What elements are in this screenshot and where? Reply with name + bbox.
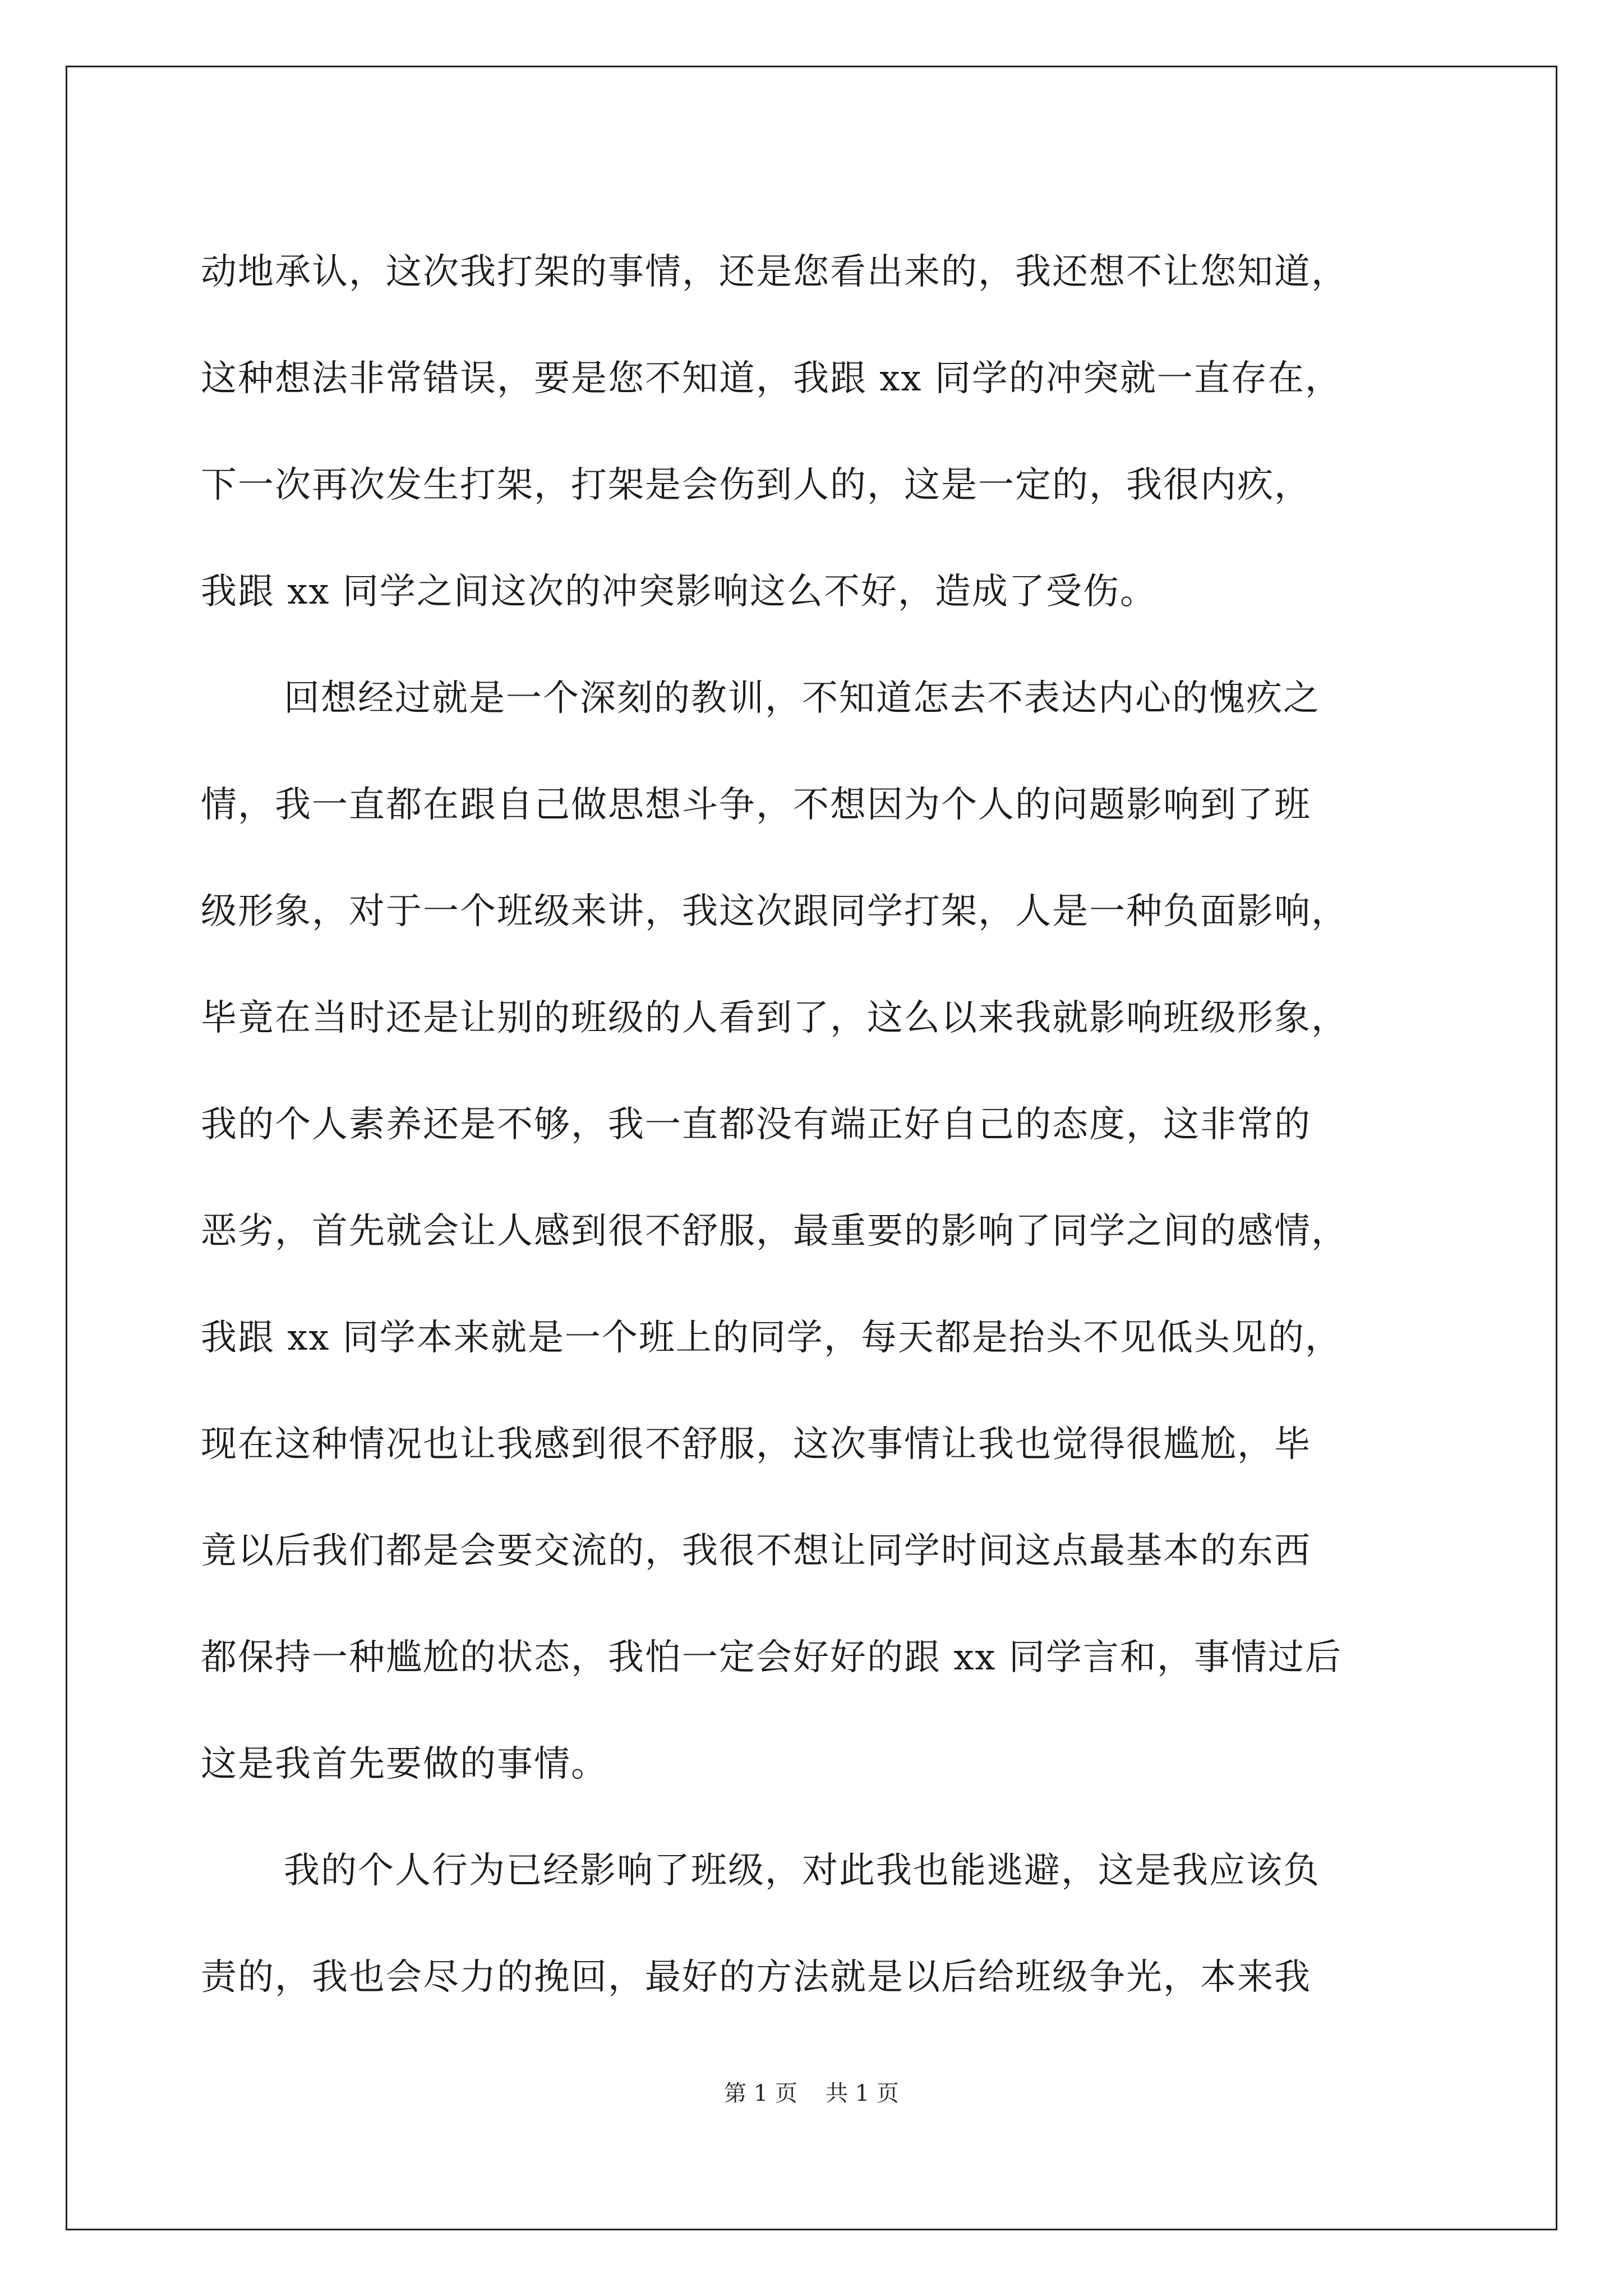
text-line: 下一次再次发生打架，打架是会伤到人的，这是一定的，我很内疚， (201, 464, 1311, 506)
page-number: 第 1 页 (724, 2081, 797, 2106)
paragraph-first-line: 我的个人行为已经影响了班级，对此我也能逃避，这是我应该负 (284, 1850, 1320, 1892)
text-line: 我跟 xx 同学本来就是一个班上的同学，每天都是抬头不见低头见的， (201, 1317, 1342, 1359)
page-total: 共 1 页 (826, 2081, 899, 2106)
text-line: 恶劣，首先就会让人感到很不舒服，最重要的影响了同学之间的感情， (201, 1211, 1348, 1252)
text-line: 情，我一直都在跟自己做思想斗争，不想因为个人的问题影响到了班 (201, 784, 1311, 826)
document-body (201, 219, 1435, 2031)
text-line: 这是我首先要做的事情。 (201, 1743, 608, 1785)
text-line: 我的个人素养还是不够，我一直都没有端正好自己的态度，这非常的 (201, 1104, 1311, 1145)
page-footer (0, 2076, 1623, 2108)
text-line: 动地承认，这次我打架的事情，还是您看出来的，我还想不让您知道， (201, 251, 1348, 293)
text-line: 这种想法非常错误，要是您不知道，我跟 xx 同学的冲突就一直存在， (201, 358, 1342, 399)
text-line: 责的，我也会尽力的挽回，最好的方法就是以后给班级争光，本来我 (201, 1957, 1311, 1998)
paragraph-first-line: 回想经过就是一个深刻的教训，不知道怎去不表达内心的愧疚之 (284, 678, 1320, 719)
text-line: 都保持一种尴尬的状态，我怕一定会好好的跟 xx 同学言和，事情过后 (201, 1637, 1342, 1678)
text-line: 我跟 xx 同学之间这次的冲突影响这么不好，造成了受伤。 (201, 571, 1157, 613)
text-line: 毕竟在当时还是让别的班级的人看到了，这么以来我就影响班级形象， (201, 997, 1348, 1039)
text-line: 竟以后我们都是会要交流的，我很不想让同学时间这点最基本的东西 (201, 1530, 1311, 1572)
text-line: 现在这种情况也让我感到很不舒服，这次事情让我也觉得很尴尬，毕 (201, 1424, 1311, 1465)
text-line: 级形象，对于一个班级来讲，我这次跟同学打架，人是一种负面影响， (201, 891, 1348, 932)
